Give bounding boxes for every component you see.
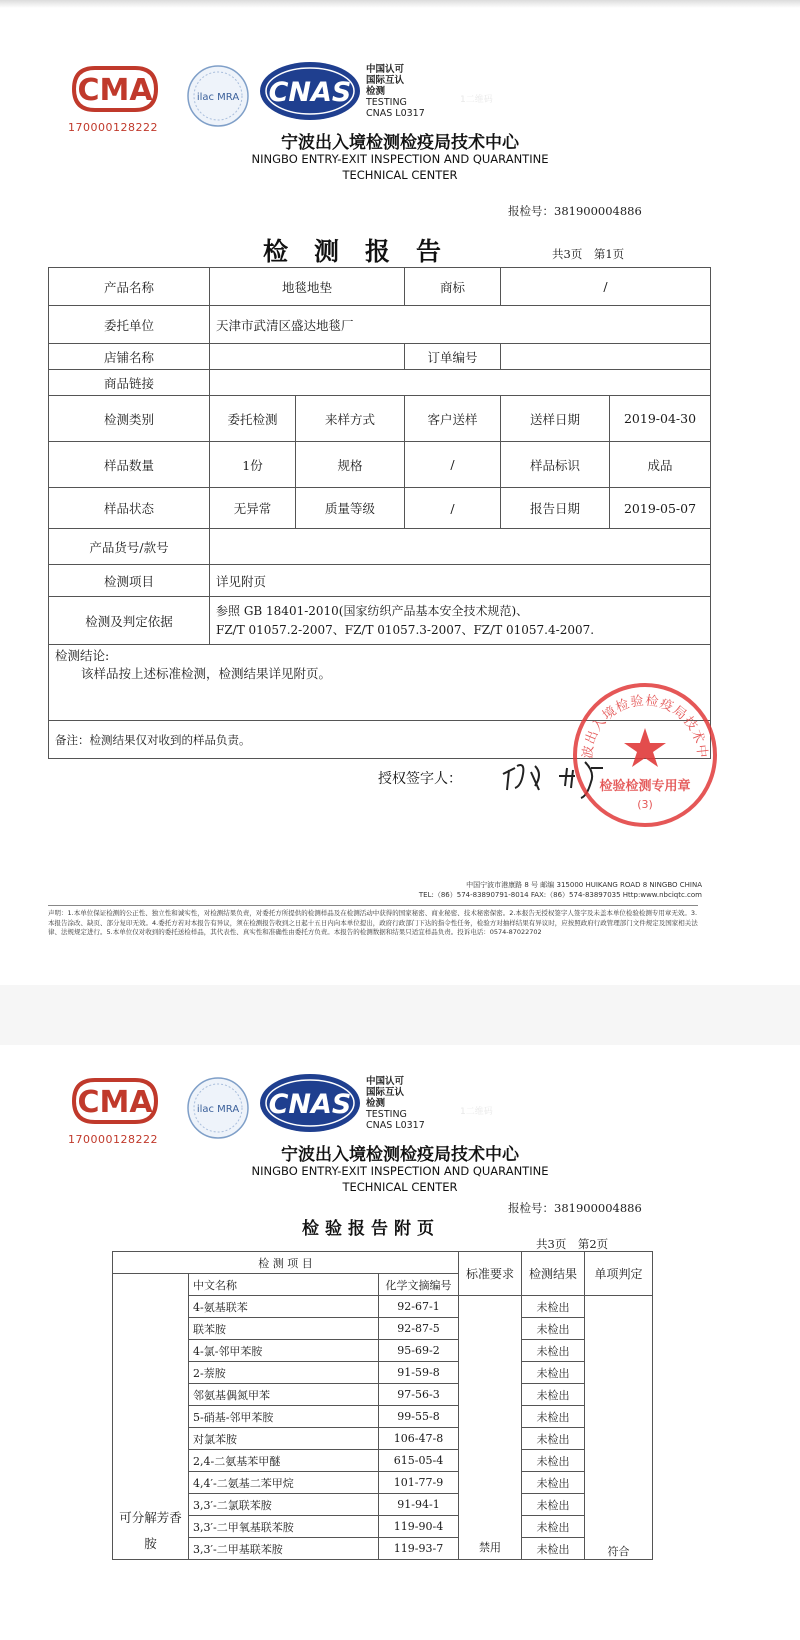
org-name-cn: 宁波出入境检测检疫局技术中心 bbox=[281, 1145, 519, 1165]
cas-number: 92-87-5 bbox=[379, 1318, 459, 1340]
items-label: 检测项目 bbox=[49, 565, 210, 597]
category-cell: 可分解芳香胺 bbox=[113, 1274, 189, 1560]
table-row bbox=[49, 396, 711, 442]
page-info: 共3页 第1页 bbox=[552, 247, 625, 261]
mark-label: 样品标识 bbox=[501, 442, 610, 488]
cnas-logo bbox=[258, 1072, 362, 1130]
col-cn-name: 中文名称 bbox=[189, 1274, 379, 1296]
seal-top-text: 波出入境检验检疫局技术中 bbox=[580, 693, 710, 760]
table-row bbox=[113, 1472, 653, 1494]
table-row bbox=[113, 1516, 653, 1538]
faint-qr-text: 1二维码 bbox=[460, 95, 493, 105]
table-row bbox=[49, 344, 711, 370]
standard-requirement: 禁用 bbox=[459, 1296, 522, 1560]
chemical-name: 3,3′-二氯联苯胺 bbox=[189, 1494, 379, 1516]
order-label: 订单编号 bbox=[405, 344, 501, 370]
spec-label: 规格 bbox=[296, 442, 405, 488]
link-label: 商品链接 bbox=[49, 370, 210, 396]
footer-address-1: 中国宁波市港康路 8 号 邮编 315000 HUIKANG ROAD 8 NINGBO CHINA bbox=[466, 881, 702, 889]
official-seal bbox=[570, 680, 720, 830]
client-value: 天津市武清区盛达地毯厂 bbox=[210, 306, 711, 344]
head-standard: 标准要求 bbox=[459, 1252, 522, 1296]
product-name-label: 产品名称 bbox=[49, 268, 210, 306]
footer-rule bbox=[48, 905, 698, 906]
cnas-label bbox=[366, 64, 425, 119]
cas-number: 99-55-8 bbox=[379, 1406, 459, 1428]
cnas-testing: TESTING bbox=[366, 97, 407, 108]
table-row bbox=[113, 1406, 653, 1428]
cas-number: 97-56-3 bbox=[379, 1384, 459, 1406]
qty-value: 1份 bbox=[210, 442, 296, 488]
cnas-logo-text: CNAS bbox=[268, 77, 352, 108]
chemical-name: 2-萘胺 bbox=[189, 1362, 379, 1384]
cma-logo bbox=[70, 64, 160, 112]
cnas-cn-1: 中国认可 bbox=[366, 64, 405, 75]
cma-logo-text: CMA bbox=[77, 73, 153, 108]
ilac-logo-text: ilac MRA bbox=[196, 1104, 240, 1115]
grade-label: 质量等级 bbox=[296, 488, 405, 529]
cnas-cn-3: 检测 bbox=[366, 86, 386, 97]
table-row bbox=[113, 1318, 653, 1340]
test-result: 未检出 bbox=[522, 1494, 585, 1516]
spec-value: / bbox=[405, 442, 501, 488]
footer-address bbox=[202, 880, 702, 900]
table-row bbox=[113, 1428, 653, 1450]
cnas-cn-3: 检测 bbox=[366, 1098, 386, 1109]
chemical-name: 4-氨基联苯 bbox=[189, 1296, 379, 1318]
test-result: 未检出 bbox=[522, 1472, 585, 1494]
test-type-value: 委托检测 bbox=[210, 396, 296, 442]
chemical-name: 邻氨基偶氮甲苯 bbox=[189, 1384, 379, 1406]
table-row bbox=[113, 1538, 653, 1560]
test-result: 未检出 bbox=[522, 1318, 585, 1340]
col-cas: 化学文摘编号 bbox=[379, 1274, 459, 1296]
test-result: 未检出 bbox=[522, 1296, 585, 1318]
report-date-label: 报告日期 bbox=[501, 488, 610, 529]
basis-label: 检测及判定依据 bbox=[49, 597, 210, 645]
test-result: 未检出 bbox=[522, 1406, 585, 1428]
org-name-cn: 宁波出入境检测检疫局技术中心 bbox=[281, 133, 519, 153]
ilac-logo-text: ilac MRA bbox=[196, 92, 240, 103]
table-row bbox=[49, 597, 711, 645]
table-row bbox=[49, 488, 711, 529]
seal-bottom-text: 检验检测专用章 bbox=[599, 779, 691, 794]
sampling-value: 客户送样 bbox=[405, 396, 501, 442]
shop-value bbox=[210, 344, 405, 370]
cnas-code: CNAS L0317 bbox=[366, 108, 425, 119]
trademark-label: 商标 bbox=[405, 268, 501, 306]
state-value: 无异常 bbox=[210, 488, 296, 529]
client-label: 委托单位 bbox=[49, 306, 210, 344]
judgement: 符合 bbox=[585, 1296, 653, 1560]
cma-logo bbox=[70, 1076, 160, 1124]
mark-value: 成品 bbox=[610, 442, 711, 488]
cma-logo-text: CMA bbox=[77, 1085, 153, 1120]
chemical-name: 2,4-二氨基苯甲醚 bbox=[189, 1450, 379, 1472]
test-type-label: 检测类别 bbox=[49, 396, 210, 442]
report-number: 报检号：381900004886 bbox=[508, 1201, 642, 1215]
test-result: 未检出 bbox=[522, 1516, 585, 1538]
seal-number: (3) bbox=[637, 798, 653, 811]
seal-star-icon bbox=[624, 728, 666, 767]
table-header-row bbox=[113, 1252, 653, 1274]
qty-label: 样品数量 bbox=[49, 442, 210, 488]
ilac-mra-logo bbox=[186, 64, 250, 128]
state-label: 样品状态 bbox=[49, 488, 210, 529]
table-row bbox=[113, 1362, 653, 1384]
org-name-en-1: NINGBO ENTRY-EXIT INSPECTION AND QUARANTINE bbox=[251, 1164, 549, 1178]
order-value bbox=[501, 344, 711, 370]
test-result: 未检出 bbox=[522, 1428, 585, 1450]
cma-number: 170000128222 bbox=[68, 1133, 158, 1146]
page-info: 共3页 第2页 bbox=[536, 1237, 609, 1251]
cas-number: 615-05-4 bbox=[379, 1450, 459, 1472]
test-result: 未检出 bbox=[522, 1538, 585, 1560]
cas-number: 119-93-7 bbox=[379, 1538, 459, 1560]
report-number: 报检号：381900004886 bbox=[508, 204, 642, 218]
table-row bbox=[113, 1450, 653, 1472]
sampling-label: 来样方式 bbox=[296, 396, 405, 442]
basis-line-2: FZ/T 01057.2-2007、FZ/T 01057.3-2007、FZ/T 01057.4-2007. bbox=[216, 622, 595, 637]
cnas-logo bbox=[258, 60, 362, 118]
table-row bbox=[49, 442, 711, 488]
trademark-value: / bbox=[501, 268, 711, 306]
items-value: 详见附页 bbox=[210, 565, 711, 597]
link-value bbox=[210, 370, 711, 396]
cnas-testing: TESTING bbox=[366, 1109, 407, 1120]
send-date-value: 2019-04-30 bbox=[610, 396, 711, 442]
head-result: 检测结果 bbox=[522, 1252, 585, 1296]
remark: 备注：检测结果仅对收到的样品负责。 bbox=[49, 721, 711, 759]
cnas-cn-2: 国际互认 bbox=[366, 1087, 405, 1098]
chemical-name: 对氯苯胺 bbox=[189, 1428, 379, 1450]
signer-label: 授权签字人： bbox=[378, 771, 462, 787]
basis-value bbox=[210, 597, 711, 645]
appendix-title: 检验报告附页 bbox=[302, 1219, 440, 1239]
cas-number: 106-47-8 bbox=[379, 1428, 459, 1450]
cnas-code: CNAS L0317 bbox=[366, 1120, 425, 1131]
cnas-label bbox=[366, 1076, 425, 1131]
cas-number: 91-94-1 bbox=[379, 1494, 459, 1516]
cas-number: 92-67-1 bbox=[379, 1296, 459, 1318]
page-gap bbox=[0, 985, 800, 1045]
table-row bbox=[49, 268, 711, 306]
org-name-en-1: NINGBO ENTRY-EXIT INSPECTION AND QUARANTINE bbox=[251, 152, 549, 166]
report-date-value: 2019-05-07 bbox=[610, 488, 711, 529]
table-row bbox=[49, 370, 711, 396]
head-items: 检 测 项 目 bbox=[113, 1252, 459, 1274]
appendix-table bbox=[112, 1251, 653, 1560]
grade-value: / bbox=[405, 488, 501, 529]
report-title: 检测报告 bbox=[263, 237, 468, 266]
table-row bbox=[49, 565, 711, 597]
ilac-mra-logo bbox=[186, 1076, 250, 1140]
org-name-en-2: TECHNICAL CENTER bbox=[342, 168, 458, 182]
cnas-logo-text: CNAS bbox=[268, 1089, 352, 1120]
cas-number: 95-69-2 bbox=[379, 1340, 459, 1362]
table-row bbox=[113, 1340, 653, 1362]
chemical-name: 3,3′-二甲基联苯胺 bbox=[189, 1538, 379, 1560]
table-row bbox=[49, 306, 711, 344]
conclusion-label: 检测结论: bbox=[55, 648, 110, 663]
item-no-value bbox=[210, 529, 711, 565]
chemical-name: 联苯胺 bbox=[189, 1318, 379, 1340]
chemical-name: 5-硝基-邻甲苯胺 bbox=[189, 1406, 379, 1428]
cnas-cn-1: 中国认可 bbox=[366, 1076, 405, 1087]
declaration: 声明：1.本单位保证检测的公正性、独立性和诚实性，对检测结果负责，对委托方所提供的检测样品及在检测活动中获得的国家秘密、商业秘密、技术秘密保密。2.本报告无授权签字人签字及未盖本单位检验检测专用章无效。3.本报告涂改、缺页、部分复印无效。4.委托方若对本报告有异议，须在检测报告收到之日起十五日内向本单位提出，政府行政部门下达的指令性任务，检验方对抽样结果有异议时，应按照政府行政管理部门文件规定及国家相关法律、法规规定进行。5.本单位仅对收到的委托送检样品，其代表性、真实性和准确性由委托方负责。本报告的检测数据和结果只适宜样品负责。投诉电话：0574-87022702 bbox=[48, 909, 698, 936]
table-row bbox=[49, 529, 711, 565]
cas-number: 101-77-9 bbox=[379, 1472, 459, 1494]
shop-label: 店铺名称 bbox=[49, 344, 210, 370]
test-result: 未检出 bbox=[522, 1362, 585, 1384]
cas-number: 119-90-4 bbox=[379, 1516, 459, 1538]
head-judgement: 单项判定 bbox=[585, 1252, 653, 1296]
conclusion-text: 该样品按上述标准检测，检测结果详见附页。 bbox=[81, 666, 332, 681]
cnas-cn-2: 国际互认 bbox=[366, 75, 405, 86]
item-no-label: 产品货号/款号 bbox=[49, 529, 210, 565]
table-row bbox=[113, 1384, 653, 1406]
chemical-name: 3,3′-二甲氧基联苯胺 bbox=[189, 1516, 379, 1538]
top-shadow bbox=[0, 0, 800, 8]
faint-qr-text: 1二维码 bbox=[460, 1107, 493, 1117]
footer-address-2: TEL:（86）574-83890791-8014 FAX:（86）574-83897035 Http:www.nbciqtc.com bbox=[418, 891, 702, 899]
cas-number: 91-59-8 bbox=[379, 1362, 459, 1384]
basis-line-1: 参照 GB 18401-2010(国家纺织产品基本安全技术规范)、 bbox=[216, 603, 529, 618]
table-row bbox=[113, 1296, 653, 1318]
chemical-name: 4-氯-邻甲苯胺 bbox=[189, 1340, 379, 1362]
test-result: 未检出 bbox=[522, 1384, 585, 1406]
product-name-value: 地毯地垫 bbox=[210, 268, 405, 306]
cma-number: 170000128222 bbox=[68, 121, 158, 134]
table-row bbox=[113, 1494, 653, 1516]
test-result: 未检出 bbox=[522, 1340, 585, 1362]
org-name-en-2: TECHNICAL CENTER bbox=[342, 1180, 458, 1194]
test-result: 未检出 bbox=[522, 1450, 585, 1472]
send-date-label: 送样日期 bbox=[501, 396, 610, 442]
chemical-name: 4,4′-二氨基二苯甲烷 bbox=[189, 1472, 379, 1494]
